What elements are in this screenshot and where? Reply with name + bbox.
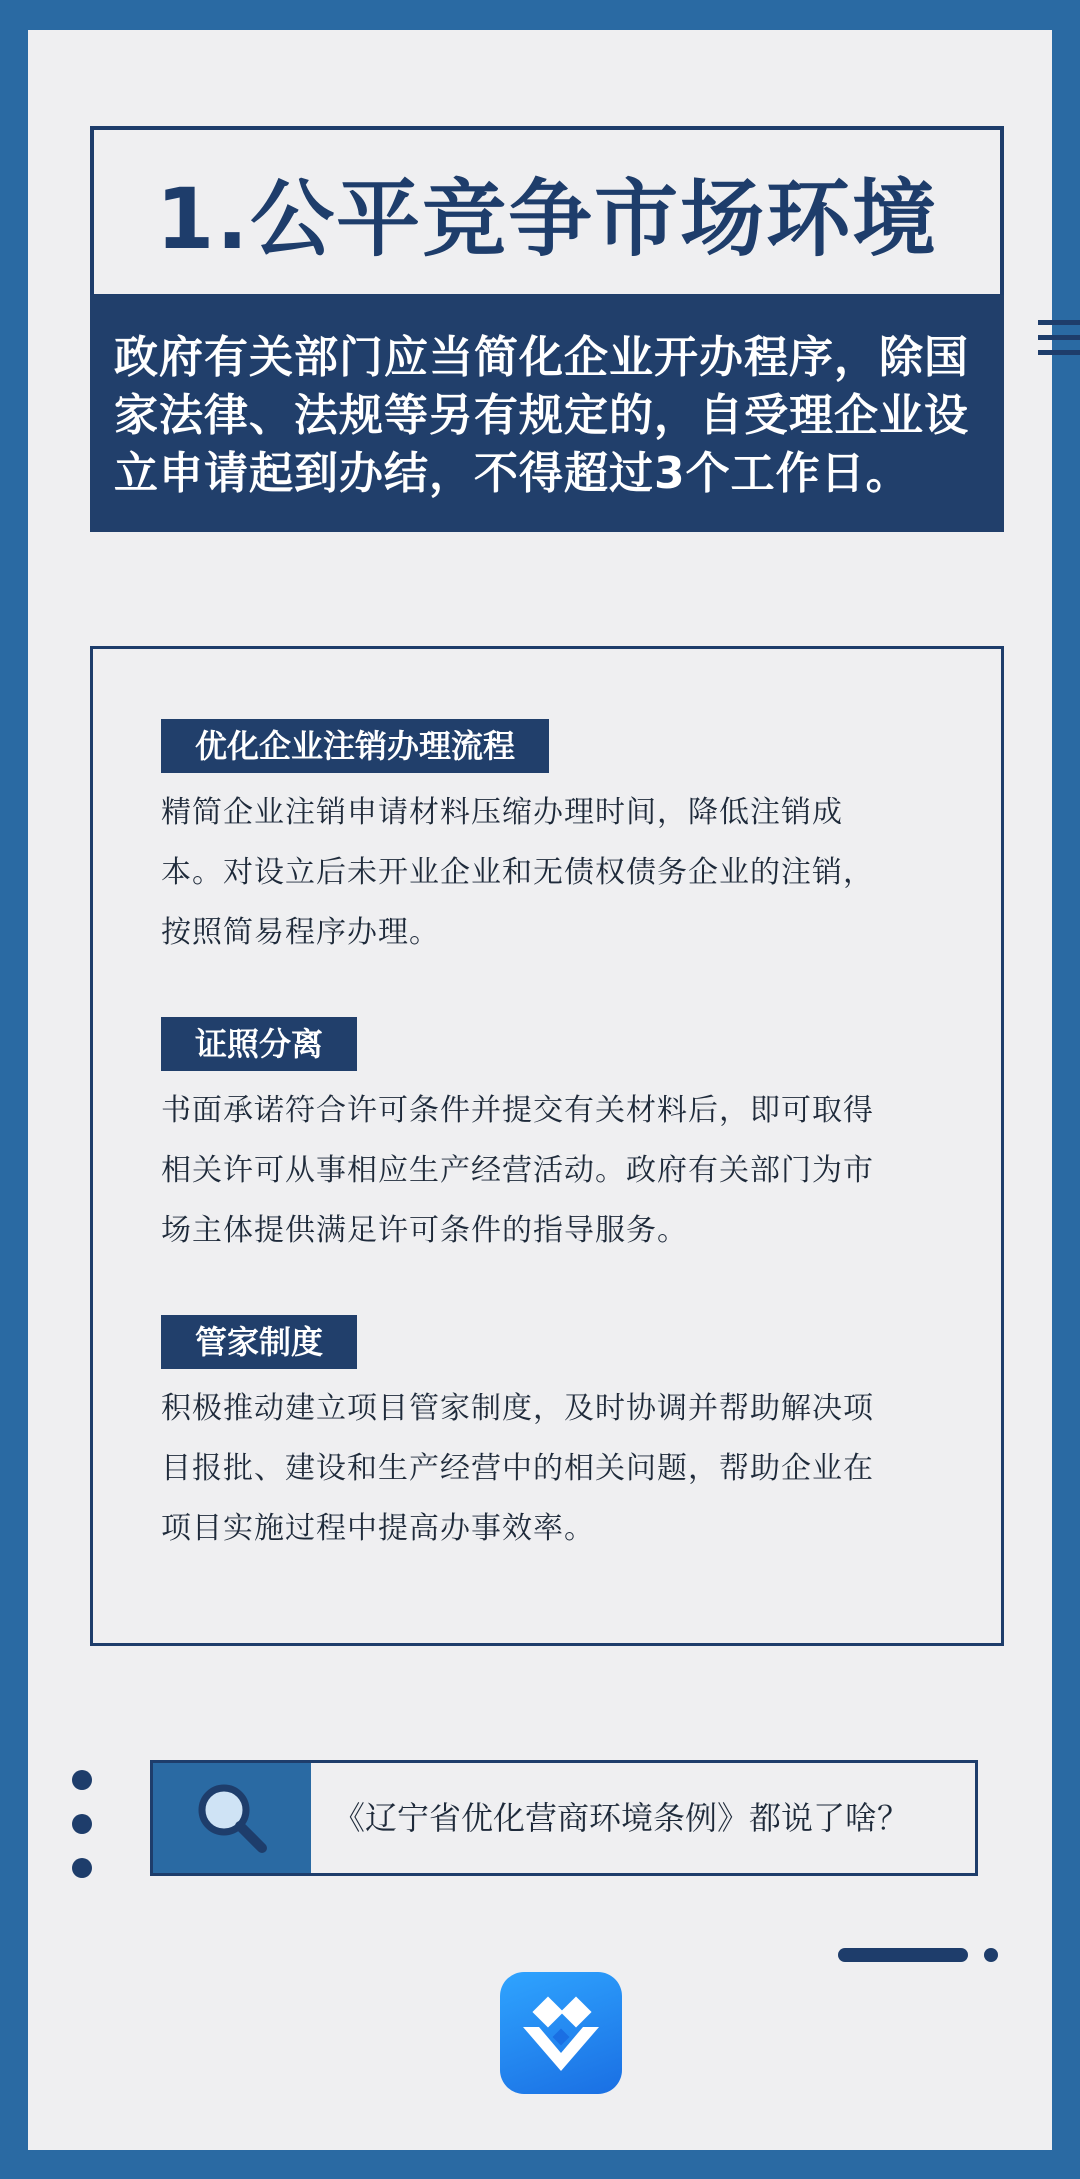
side-line (1038, 320, 1080, 325)
summary-line: 政府有关部门应当简化企业开办程序，除国 (114, 332, 969, 383)
section-body (161, 783, 931, 963)
section-line: 项目实施过程中提高办事效率。 (161, 1511, 595, 1546)
section-heading: 证照分离 (161, 1017, 357, 1071)
summary-block (90, 295, 1004, 532)
section-line: 目报批、建设和生产经营中的相关问题，帮助企业在 (161, 1451, 874, 1486)
section-line: 按照简易程序办理。 (161, 915, 440, 950)
decoration-bar (838, 1948, 968, 1962)
summary-line: 家法律、法规等另有规定的，自受理企业设 (114, 390, 969, 441)
title-box (90, 126, 1004, 298)
dot (72, 1858, 92, 1878)
poster-page (28, 30, 1052, 2150)
dot (72, 1814, 92, 1834)
search-icon-block (153, 1763, 311, 1873)
search-text: 《辽宁省优化营商环境条例》都说了啥？ (333, 1799, 910, 1837)
section-heading: 优化企业注销办理流程 (161, 719, 549, 773)
page-title: 1.公平竞争市场环境 (155, 169, 939, 268)
section-line: 积极推动建立项目管家制度，及时协调并帮助解决项 (161, 1391, 874, 1426)
side-line (1038, 335, 1080, 340)
side-line (1038, 350, 1080, 355)
section-license-separation (161, 1017, 931, 1261)
dots-decoration (72, 1770, 92, 1902)
section-line: 本。对设立后未开业企业和无债权债务企业的注销， (161, 855, 874, 890)
app-logo-icon (515, 1987, 607, 2079)
section-line: 精简企业注销申请材料压缩办理时间，降低注销成 (161, 795, 843, 830)
content-box (90, 646, 1004, 1646)
section-steward-system (161, 1315, 931, 1559)
dot (72, 1770, 92, 1790)
bar-dot-decoration (838, 1948, 1008, 1962)
section-heading: 管家制度 (161, 1315, 357, 1369)
section-deregistration (161, 719, 931, 963)
section-line: 场主体提供满足许可条件的指导服务。 (161, 1213, 688, 1248)
magnifier-icon (192, 1778, 272, 1858)
section-body (161, 1081, 931, 1261)
section-body (161, 1379, 931, 1559)
app-logo[interactable] (500, 1972, 622, 2094)
section-line: 相关许可从事相应生产经营活动。政府有关部门为市 (161, 1153, 874, 1188)
search-bar[interactable] (150, 1760, 978, 1876)
decoration-dot (984, 1948, 998, 1962)
summary-line: 立申请起到办结，不得超过3个工作日。 (114, 448, 911, 499)
section-line: 书面承诺符合许可条件并提交有关材料后，即可取得 (161, 1093, 874, 1128)
side-lines-decoration (1038, 320, 1080, 365)
